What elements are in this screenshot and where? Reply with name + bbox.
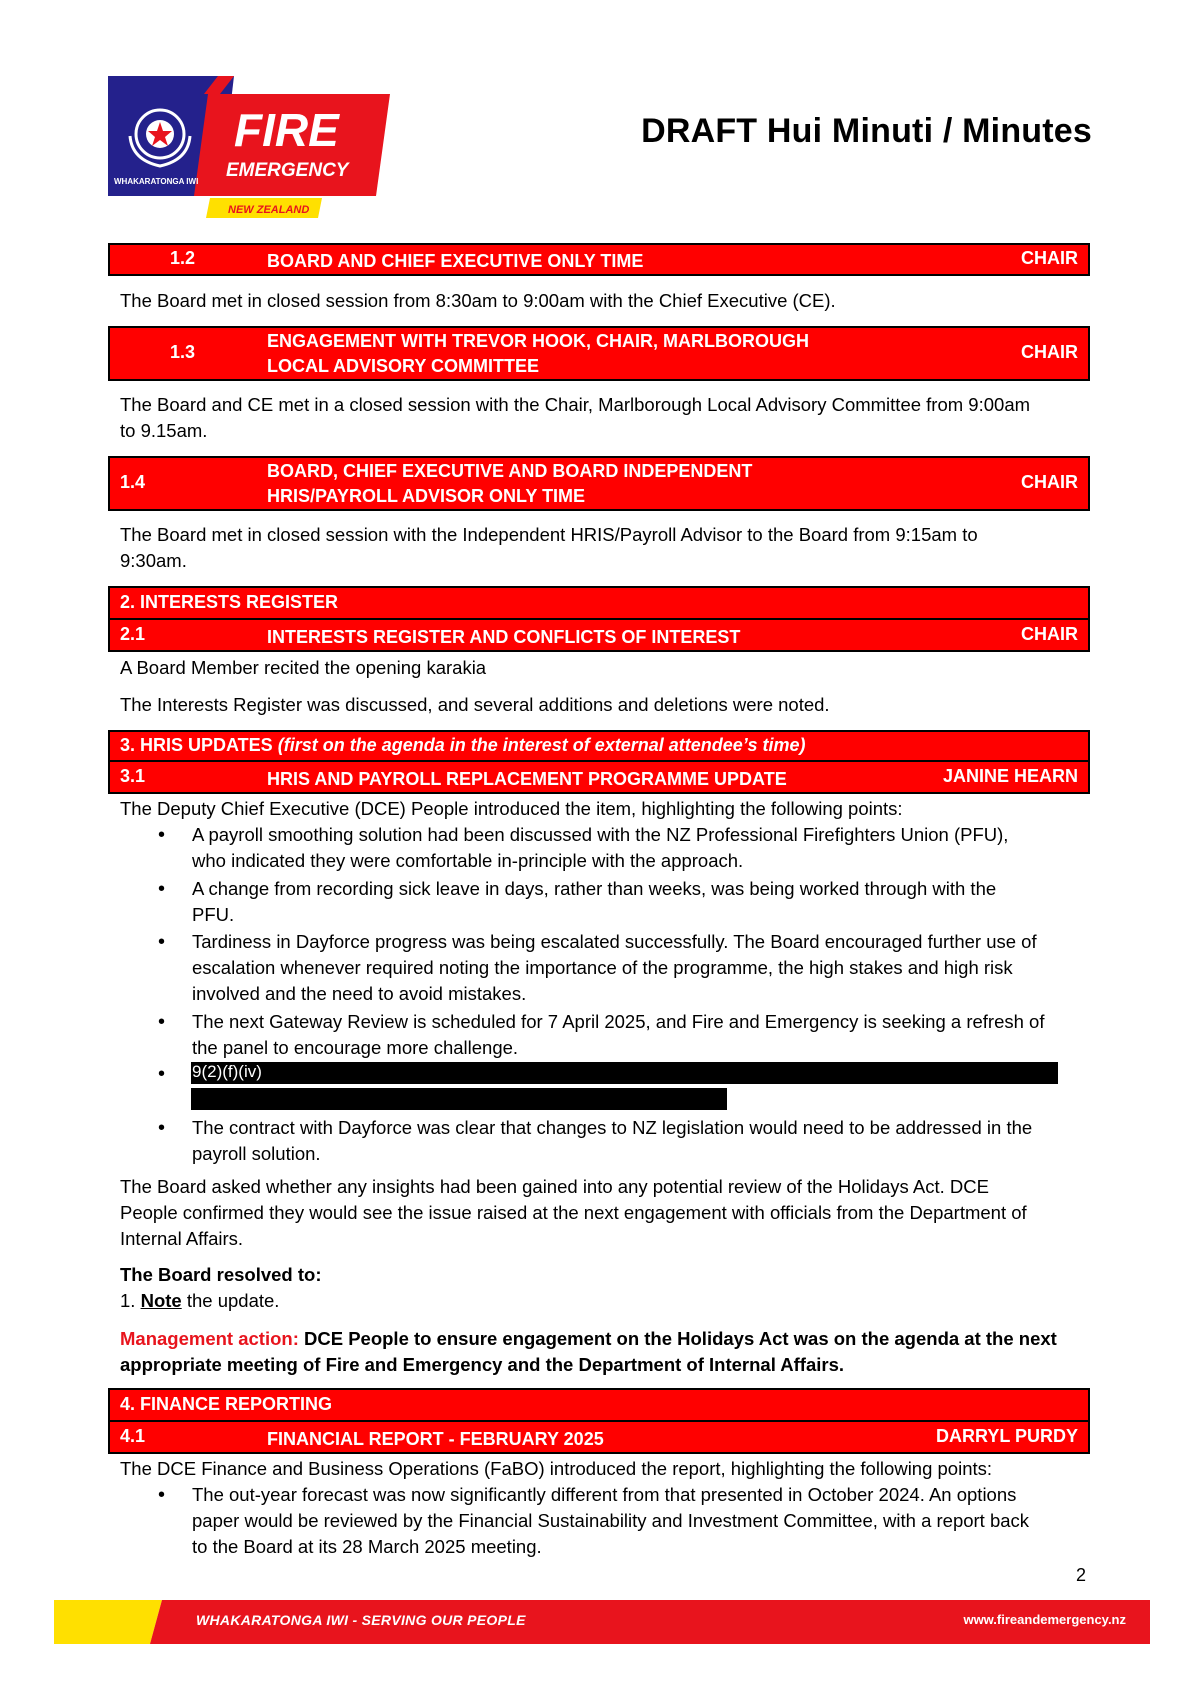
body-paragraph: A Board Member recited the opening karakia bbox=[120, 657, 487, 678]
item-title-line: HRIS/PAYROLL ADVISOR ONLY TIME bbox=[267, 486, 586, 506]
page-number: 2 bbox=[1075, 1565, 1086, 1585]
item-number: 3.1 bbox=[120, 766, 146, 786]
bullet-line: • A change from recording sick leave in days, rather than weeks, was being worked through with the bbox=[192, 878, 997, 899]
management-action-label: Management action: bbox=[120, 1328, 299, 1349]
resolution-verb: Note bbox=[140, 1290, 182, 1311]
bullet-line: PFU. bbox=[192, 904, 235, 925]
footer-website-link[interactable]: www.fireandemergency.nz bbox=[963, 1612, 1126, 1627]
management-action-text: DCE People to ensure engagement on the Holidays Act was on the agenda at the next bbox=[298, 1328, 1057, 1349]
bullet-line: who indicated they were comfortable in-principle with the approach. bbox=[192, 850, 744, 871]
logo-fire-text: FIRE bbox=[234, 104, 339, 156]
section-heading: 3. HRIS UPDATES bbox=[120, 735, 278, 755]
section-heading: 2. INTERESTS REGISTER bbox=[120, 592, 339, 612]
body-paragraph: The DCE Finance and Business Operations (FaBO) introduced the report, highlighting the following points: bbox=[120, 1458, 993, 1479]
body-paragraph: The Interests Register was discussed, and several additions and deletions were noted. bbox=[120, 694, 830, 715]
redaction-block bbox=[191, 1088, 727, 1110]
bullet-line: • The contract with Dayforce was clear that changes to NZ legislation would need to be addressed in the bbox=[192, 1117, 1033, 1138]
body-paragraph: The Board met in closed session from 8:30am to 9:00am with the Chief Executive (CE). bbox=[120, 290, 836, 311]
item-title: BOARD AND CHIEF EXECUTIVE ONLY TIME bbox=[267, 251, 644, 271]
item-number: 1.3 bbox=[170, 342, 196, 362]
management-action bbox=[120, 1326, 1090, 1378]
bullet-item bbox=[192, 1009, 1092, 1061]
body-line: 9:30am. bbox=[120, 550, 187, 571]
bullet-line: paper would be reviewed by the Financial Sustainability and Investment Committee, with a report back bbox=[192, 1510, 1030, 1531]
section-heading: 4. FINANCE REPORTING bbox=[120, 1394, 333, 1414]
resolution-rest: the update. bbox=[181, 1290, 280, 1311]
logo-nz-text: NEW ZEALAND bbox=[228, 204, 310, 216]
agenda-item-bar bbox=[108, 243, 1090, 276]
item-number: 2.1 bbox=[120, 624, 146, 644]
body-line: People confirmed they would see the issue raised at the next engagement with officials from the Department of bbox=[120, 1202, 1027, 1223]
item-title-line: BOARD, CHIEF EXECUTIVE AND BOARD INDEPENDENT bbox=[267, 461, 753, 481]
bullet-item bbox=[192, 1115, 1092, 1167]
body-line: Internal Affairs. bbox=[120, 1228, 244, 1249]
body-paragraph: The Deputy Chief Executive (DCE) People introduced the item, highlighting the following points: bbox=[120, 798, 903, 819]
item-title-line: LOCAL ADVISORY COMMITTEE bbox=[267, 356, 540, 376]
bullet-line: • Tardiness in Dayforce progress was being escalated successfully. The Board encouraged further use of bbox=[192, 931, 1037, 952]
bullet-line: escalation whenever required noting the importance of the programme, the high stakes and high risk bbox=[192, 957, 1013, 978]
section-heading-bar bbox=[108, 586, 1090, 620]
item-title: HRIS AND PAYROLL REPLACEMENT PROGRAMME UPDATE bbox=[267, 769, 787, 789]
bullet-item bbox=[192, 822, 1092, 874]
section-heading-bar bbox=[108, 1388, 1090, 1422]
agenda-item-bar bbox=[108, 326, 1090, 381]
redaction-block bbox=[191, 1062, 1058, 1084]
resolution-heading: The Board resolved to: bbox=[120, 1264, 322, 1285]
bullet-item bbox=[192, 1482, 1092, 1560]
section-heading-note: (first on the agenda in the interest of external attendee’s time) bbox=[277, 735, 806, 755]
document-title: DRAFT Hui Minuti / Minutes bbox=[641, 112, 1092, 150]
redaction-code: 9(2)(f)(iv) bbox=[192, 1062, 262, 1081]
bullet-line: the panel to encourage more challenge. bbox=[192, 1037, 519, 1058]
bullet-item bbox=[192, 876, 1092, 928]
item-number: 1.2 bbox=[170, 248, 196, 268]
item-number: 4.1 bbox=[120, 1426, 146, 1446]
resolution-item bbox=[120, 1288, 1090, 1314]
item-owner: CHAIR bbox=[1021, 472, 1078, 492]
item-title-line: ENGAGEMENT WITH TREVOR HOOK, CHAIR, MARLBOROUGH bbox=[267, 331, 809, 351]
item-number: 1.4 bbox=[120, 472, 146, 492]
agenda-item-bar bbox=[108, 1420, 1090, 1454]
bullet-line: • The next Gateway Review is scheduled for 7 April 2025, and Fire and Emergency is seeking a refresh of bbox=[192, 1011, 1045, 1032]
bullet-item bbox=[192, 929, 1092, 1007]
item-owner: CHAIR bbox=[1021, 248, 1078, 268]
bullet-line: • A payroll smoothing solution had been discussed with the NZ Professional Firefighters Union (PFU), bbox=[192, 824, 1009, 845]
bullet-line: payroll solution. bbox=[192, 1143, 321, 1164]
body-line: The Board met in closed session with the Independent HRIS/Payroll Advisor to the Board from 9:15am to bbox=[120, 524, 978, 545]
bullet-line: • The out-year forecast was now significantly different from that presented in October 2024. An options bbox=[192, 1484, 1017, 1505]
footer-tagline: WHAKARATONGA IWI - SERVING OUR PEOPLE bbox=[196, 1612, 526, 1628]
body-line: The Board asked whether any insights had been gained into any potential review of the Holidays Act. DCE bbox=[120, 1176, 989, 1197]
item-owner: DARRYL PURDY bbox=[935, 1426, 1078, 1446]
section-heading-bar bbox=[108, 730, 1090, 762]
agenda-item-bar bbox=[108, 456, 1090, 511]
fire-emergency-logo bbox=[108, 76, 390, 220]
item-owner: CHAIR bbox=[1021, 624, 1078, 644]
item-owner: CHAIR bbox=[1021, 342, 1078, 362]
body-paragraph bbox=[120, 1174, 1090, 1252]
item-owner: JANINE HEARN bbox=[942, 766, 1078, 786]
body-line: The Board and CE met in a closed session with the Chair, Marlborough Local Advisory Committee from 9:00am bbox=[120, 394, 1031, 415]
item-title: FINANCIAL REPORT - FEBRUARY 2025 bbox=[267, 1429, 604, 1449]
logo-emergency-text: EMERGENCY bbox=[226, 160, 349, 181]
agenda-item-bar bbox=[108, 618, 1090, 652]
bullet-line: to the Board at its 28 March 2025 meeting. bbox=[192, 1536, 542, 1557]
item-title: INTERESTS REGISTER AND CONFLICTS OF INTEREST bbox=[267, 627, 741, 647]
body-line: to 9.15am. bbox=[120, 420, 208, 441]
logo-iwi-text: WHAKARATONGA IWI bbox=[114, 177, 199, 186]
bullet-line: involved and the need to avoid mistakes. bbox=[192, 983, 527, 1004]
agenda-item-bar bbox=[108, 760, 1090, 794]
resolution-number: 1. bbox=[120, 1290, 141, 1311]
management-action-text: appropriate meeting of Fire and Emergency and the Department of Internal Affairs. bbox=[120, 1354, 845, 1375]
